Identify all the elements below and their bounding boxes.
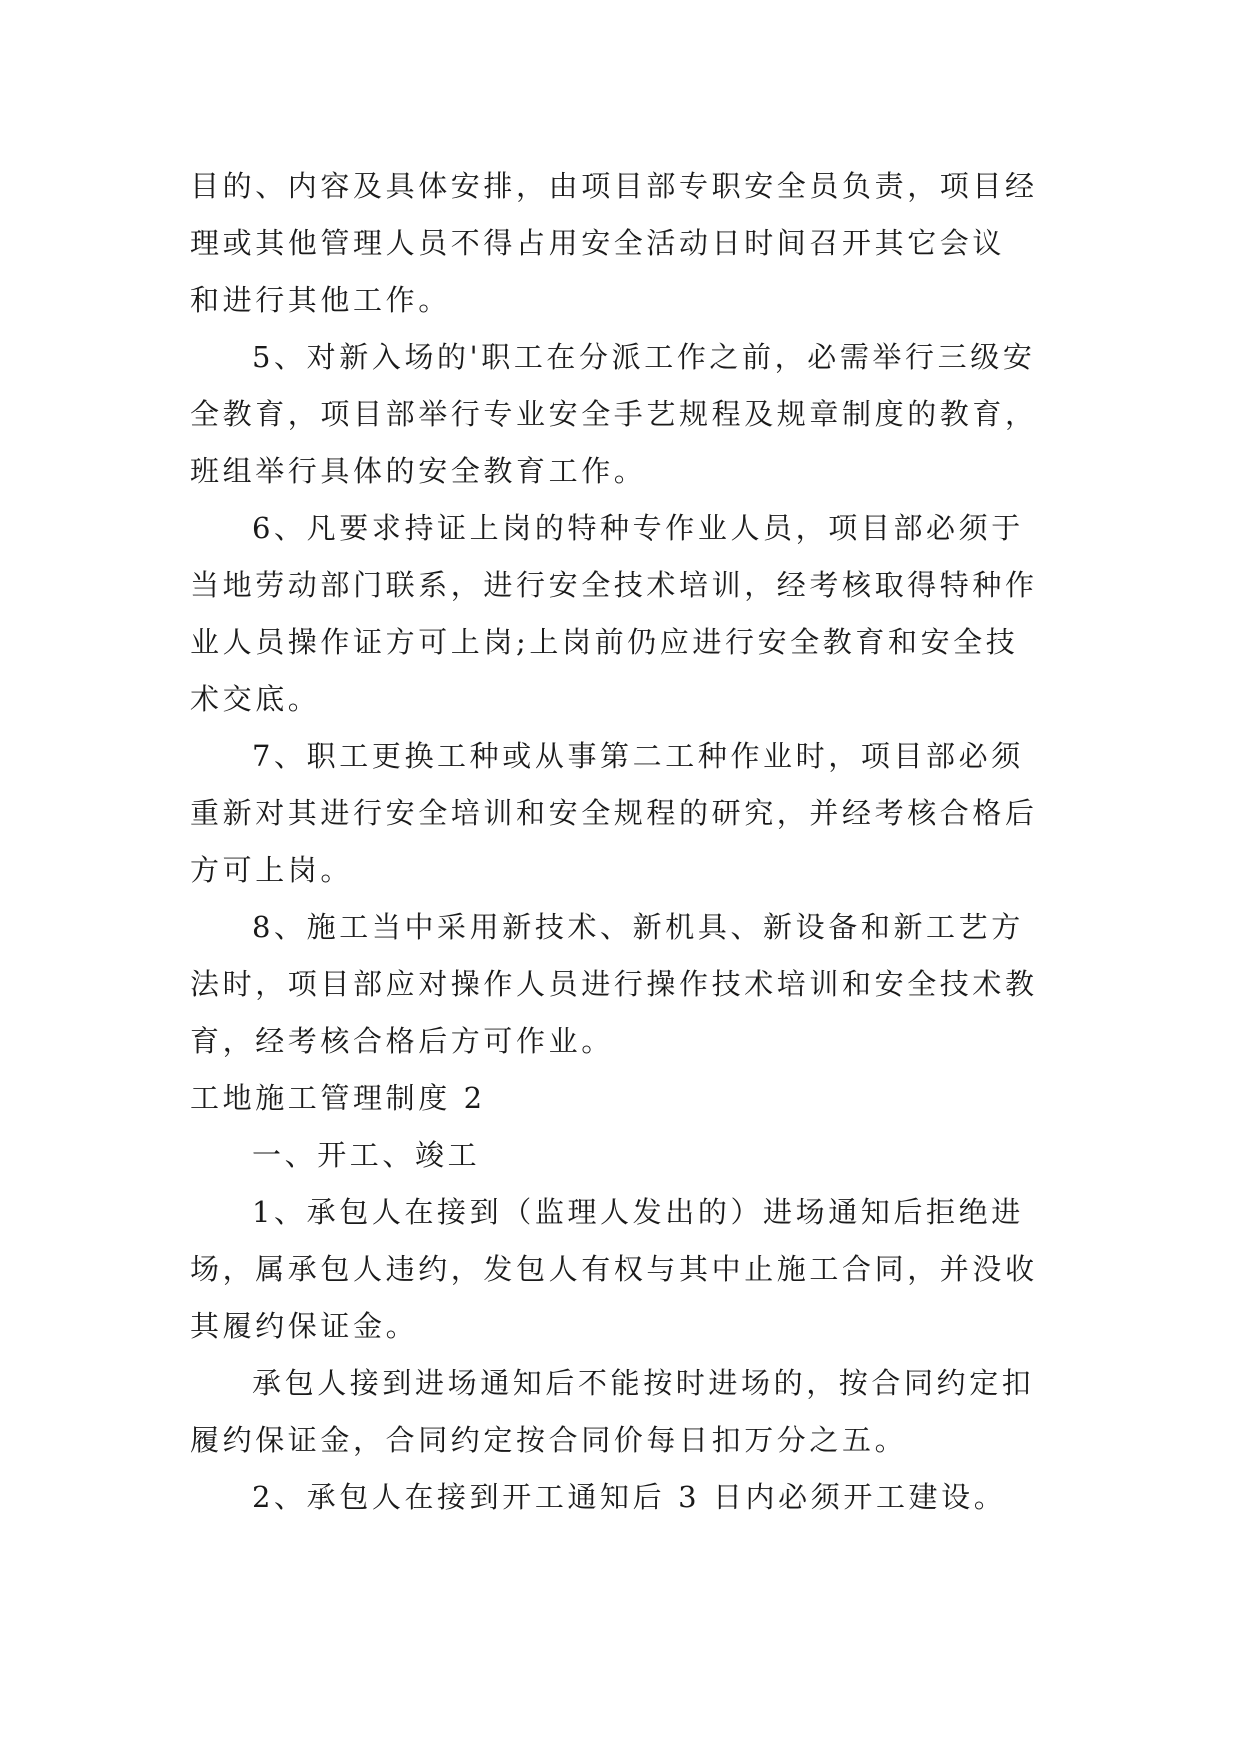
body-text-line: 场，属承包人违约，发包人有权与其中止施工合同，并没收 bbox=[190, 1252, 1038, 1286]
body-text-line: 和进行其他工作。 bbox=[190, 283, 451, 317]
body-text-line: 全教育，项目部举行专业安全手艺规程及规章制度的教育， bbox=[190, 397, 1038, 431]
section-title: 工地施工管理制度 2 bbox=[190, 1081, 486, 1115]
body-text-line: 重新对其进行安全培训和安全规程的研究，并经考核合格后 bbox=[190, 796, 1038, 830]
body-text-line: 其履约保证金。 bbox=[190, 1309, 419, 1343]
body-text-line: 法时，项目部应对操作人员进行操作技术培训和安全技术教 bbox=[190, 967, 1038, 1001]
body-text-line: 术交底。 bbox=[190, 682, 321, 716]
paragraph-first-line: 2、承包人在接到开工通知后 3 日内必须开工建设。 bbox=[252, 1480, 1007, 1514]
paragraph-first-line: 7、职工更换工种或从事第二工种作业时，项目部必须 bbox=[252, 739, 1024, 773]
body-text-line: 班组举行具体的安全教育工作。 bbox=[190, 454, 647, 488]
paragraph-first-line: 承包人接到进场通知后不能按时进场的，按合同约定扣 bbox=[252, 1366, 1035, 1400]
body-text-line: 理或其他管理人员不得占用安全活动日时间召开其它会议 bbox=[190, 226, 1006, 260]
paragraph-first-line: 8、施工当中采用新技术、新机具、新设备和新工艺方 bbox=[252, 910, 1024, 944]
body-text-line: 方可上岗。 bbox=[190, 853, 354, 887]
body-text-line: 业人员操作证方可上岗;上岗前仍应进行安全教育和安全技 bbox=[190, 625, 1019, 659]
paragraph-first-line: 1、承包人在接到（监理人发出的）进场通知后拒绝进 bbox=[252, 1195, 1024, 1229]
paragraph-first-line: 5、对新入场的'职工在分派工作之前，必需举行三级安 bbox=[252, 340, 1036, 374]
body-text-line: 履约保证金，合同约定按合同价每日扣万分之五。 bbox=[190, 1423, 908, 1457]
body-text-line: 当地劳动部门联系，进行安全技术培训，经考核取得特种作 bbox=[190, 568, 1038, 602]
body-text-line: 目的、内容及具体安排，由项目部专职安全员负责，项目经 bbox=[190, 169, 1038, 203]
body-text-line: 育，经考核合格后方可作业。 bbox=[190, 1024, 614, 1058]
subsection-heading: 一、开工、竣工 bbox=[252, 1138, 481, 1172]
paragraph-first-line: 6、凡要求持证上岗的特种专作业人员，项目部必须于 bbox=[252, 511, 1024, 545]
